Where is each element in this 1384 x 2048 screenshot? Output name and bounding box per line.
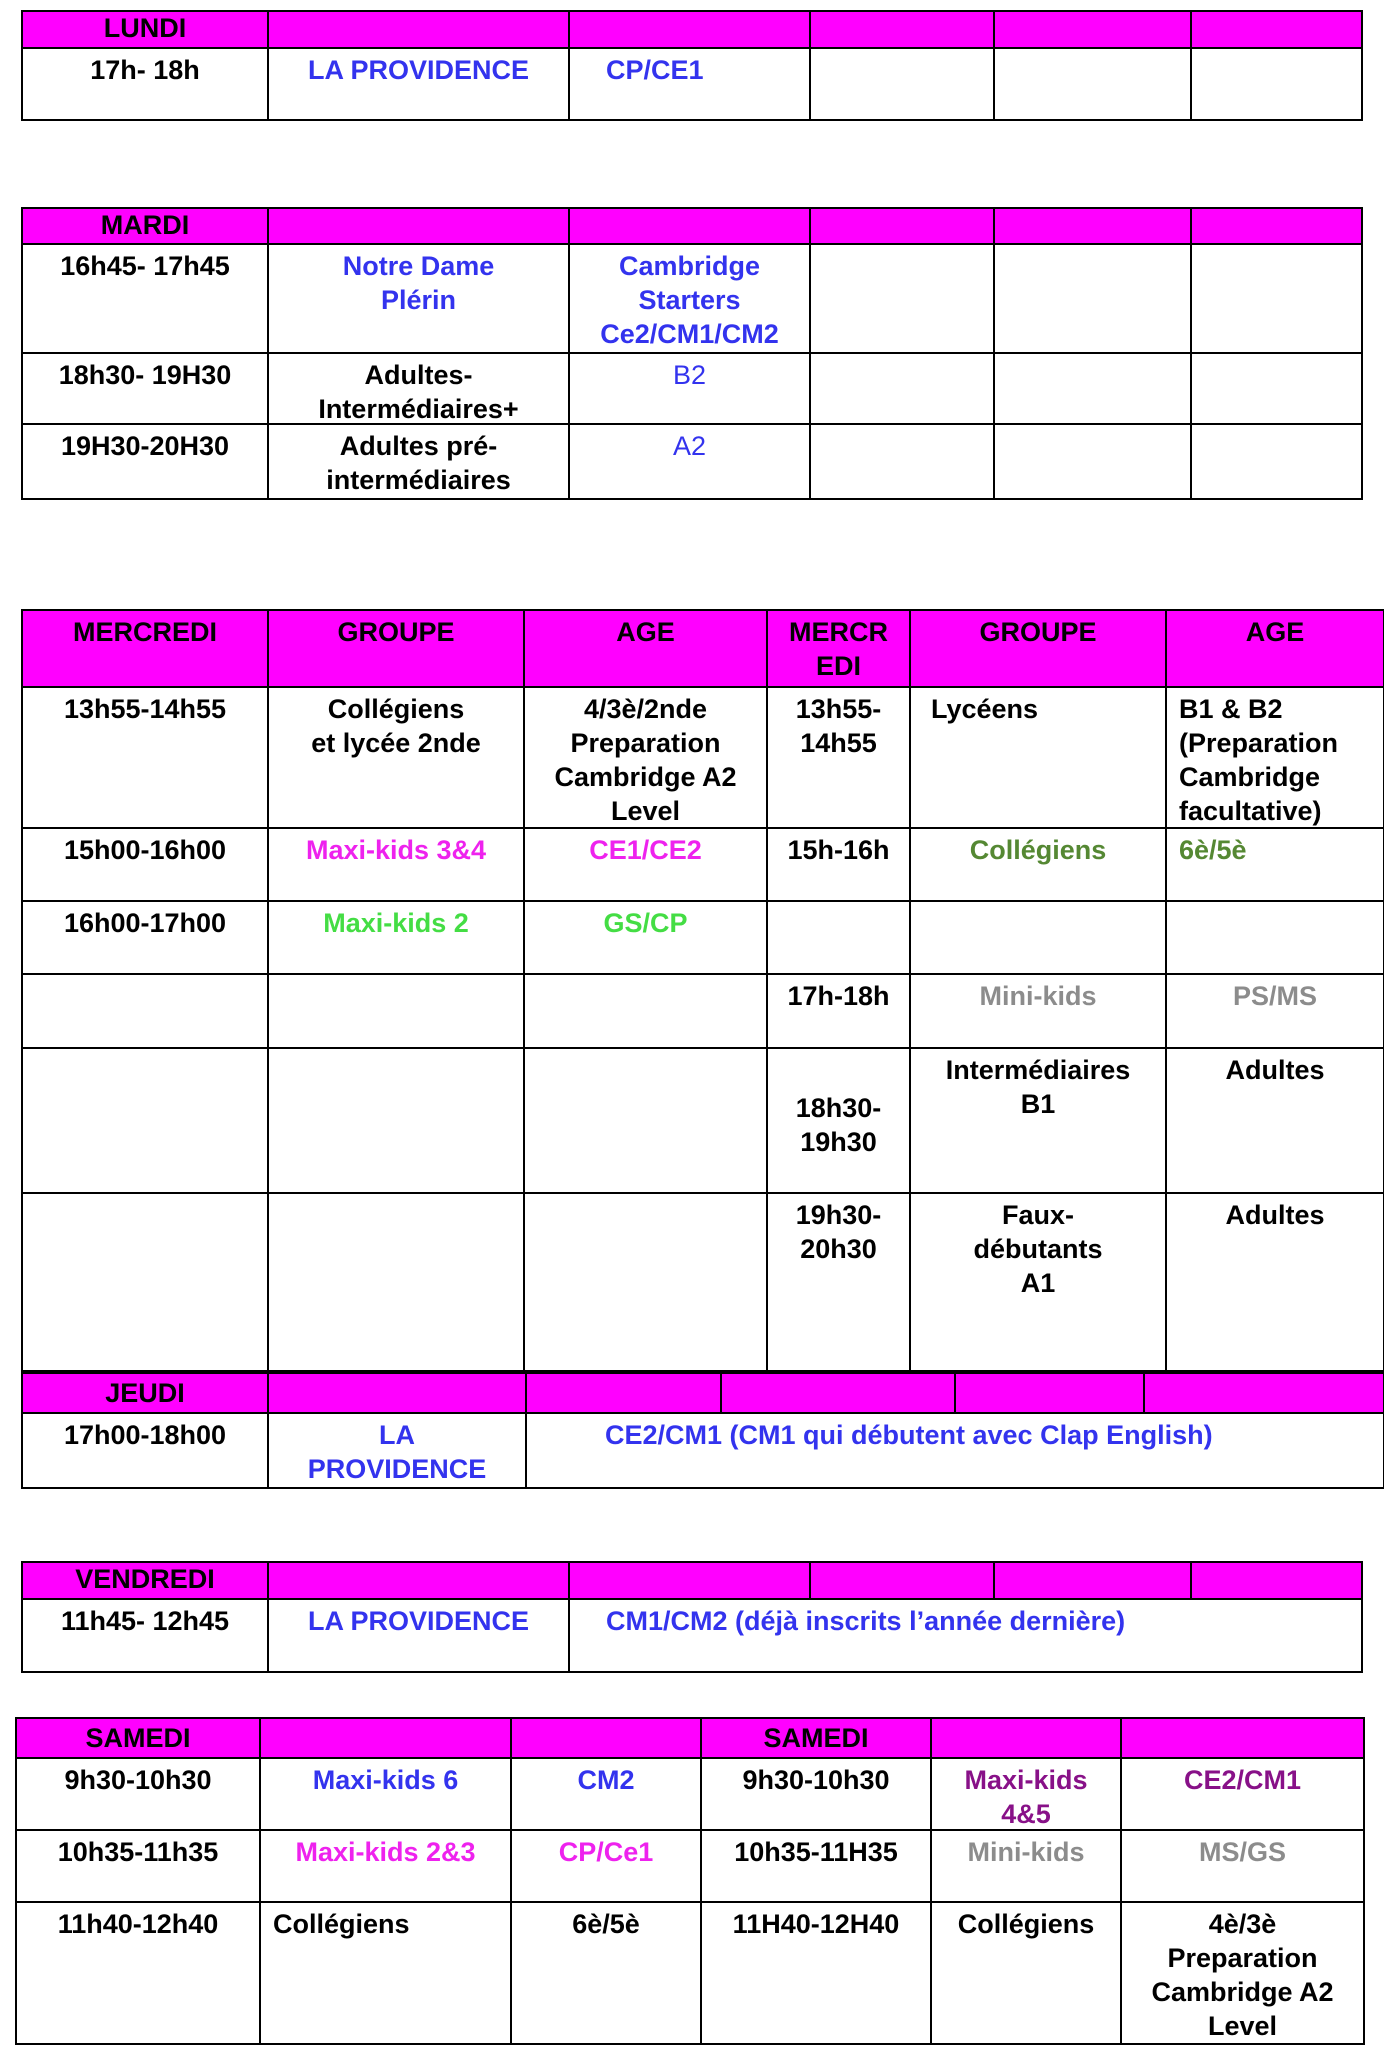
age-cell: Adultes xyxy=(1165,1194,1383,1370)
empty-cell xyxy=(993,245,1190,352)
cell-line: 19h30- xyxy=(795,1200,882,1230)
cell-line: et lycée 2nde xyxy=(311,728,481,758)
header-cell xyxy=(568,1563,809,1598)
header-cell xyxy=(1190,12,1365,47)
table-row xyxy=(17,1901,1363,2043)
cell-line: débutants xyxy=(973,1234,1103,1264)
mercredi-table xyxy=(21,609,1384,1372)
empty-cell xyxy=(993,354,1190,423)
time-cell: 11H40-12H40 xyxy=(700,1903,930,2043)
time-cell: 15h-16h xyxy=(766,829,909,900)
empty-cell xyxy=(809,245,993,352)
table-row xyxy=(23,827,1383,900)
time-cell: 17h00-18h00 xyxy=(63,1420,227,1450)
time-cell xyxy=(23,1194,267,1370)
group-cell: Mini-kids xyxy=(909,975,1165,1047)
time-cell: 11h45- 12h45 xyxy=(60,1606,230,1636)
header-cell xyxy=(993,209,1190,243)
header-cell xyxy=(809,1563,993,1598)
header-cell xyxy=(525,1374,720,1412)
time-cell: 10h35-11h35 xyxy=(57,1837,219,1867)
age-cell: GS/CP xyxy=(523,902,766,973)
level-cell: CP/Ce1 xyxy=(510,1831,700,1901)
cell-line: Preparation xyxy=(570,728,721,758)
age-header: AGE xyxy=(523,611,766,686)
groupe-header: GROUPE xyxy=(267,611,523,686)
header-cell xyxy=(809,12,993,47)
group-cell xyxy=(909,1194,1165,1370)
empty-cell xyxy=(1190,354,1365,423)
header-cell xyxy=(568,209,809,243)
cell-line: LA xyxy=(379,1420,415,1450)
group-cell: Maxi-kids 3&4 xyxy=(267,829,523,900)
group-cell xyxy=(909,902,1165,973)
age-cell xyxy=(523,975,766,1047)
age-cell xyxy=(523,1194,766,1370)
table-row xyxy=(23,243,1361,352)
cell-line: EDI xyxy=(815,651,861,681)
age-cell xyxy=(1165,902,1383,973)
empty-cell xyxy=(1190,245,1365,352)
time-cell: 19H30-20H30 xyxy=(60,431,230,461)
groupe-header-2: GROUPE xyxy=(909,611,1165,686)
cell-line: 20h30 xyxy=(800,1234,877,1264)
cell-line: Notre Dame xyxy=(342,251,495,281)
header-cell xyxy=(993,12,1190,47)
cell-line: Adultes- xyxy=(364,360,473,390)
time-cell xyxy=(23,1049,267,1192)
vendredi-table xyxy=(21,1561,1363,1673)
table-row xyxy=(17,1757,1363,1829)
group-cell xyxy=(909,1049,1165,1192)
age-cell xyxy=(523,1049,766,1192)
cell-line: B1 xyxy=(1020,1089,1056,1119)
cell-line: MERCR xyxy=(789,617,888,647)
cell-line: Intermédiaires xyxy=(945,1055,1131,1085)
time-cell xyxy=(23,975,267,1047)
empty-cell xyxy=(809,425,993,498)
group-cell xyxy=(267,245,568,352)
group-cell xyxy=(267,1194,523,1370)
cell-line: 14h55 xyxy=(800,728,877,758)
group-cell: Maxi-kids 6 xyxy=(259,1759,510,1829)
cell-line: Level xyxy=(1207,2011,1278,2041)
time-cell: 18h30- 19H30 xyxy=(58,360,232,390)
level-cell xyxy=(1120,1903,1363,2043)
header-cell xyxy=(993,1563,1190,1598)
cell-line: PROVIDENCE xyxy=(307,1454,487,1484)
level-cell: CM2 xyxy=(510,1759,700,1829)
mercredi-day-label: MERCREDI xyxy=(72,617,217,647)
empty-cell xyxy=(809,354,993,423)
time-cell xyxy=(766,902,909,973)
cell-line: Adultes pré- xyxy=(339,431,498,461)
cell-line: B1 & B2 xyxy=(1179,694,1283,724)
jeudi-table xyxy=(21,1372,1384,1489)
cell-line: facultative) xyxy=(1179,796,1322,826)
header-cell xyxy=(1120,1719,1363,1757)
cell-line: 4&5 xyxy=(1001,1799,1051,1829)
empty-cell xyxy=(993,49,1190,121)
jeudi-day-label: JEUDI xyxy=(105,1378,185,1408)
group-cell: Lycéens xyxy=(909,688,1165,827)
header-cell xyxy=(930,1719,1120,1757)
mardi-header-row xyxy=(23,209,1361,243)
mercredi-header-row xyxy=(23,611,1383,686)
table-row xyxy=(23,352,1361,423)
cell-line: 19h30 xyxy=(800,1127,877,1157)
samedi-header-row xyxy=(17,1719,1363,1757)
lundi-day-label: LUNDI xyxy=(103,13,187,43)
lundi-table xyxy=(21,10,1363,121)
cell-line: Plérin xyxy=(380,285,457,315)
cell-line: Cambridge A2 xyxy=(554,762,737,792)
cell-line: 4è/3è xyxy=(1208,1909,1277,1939)
mercredi-day-label-2 xyxy=(766,611,909,686)
time-cell: 15h00-16h00 xyxy=(63,835,227,865)
cell-line: Ce2/CM1/CM2 xyxy=(600,319,779,349)
header-cell xyxy=(267,1374,525,1412)
table-row xyxy=(23,47,1361,121)
cell-line: Cambridge xyxy=(618,251,761,281)
table-row xyxy=(23,973,1383,1047)
table-row xyxy=(23,1192,1383,1370)
group-cell xyxy=(267,354,568,423)
age-cell: CE1/CE2 xyxy=(523,829,766,900)
cell-line: Intermédiaires+ xyxy=(318,394,519,424)
group-cell: Collégiens xyxy=(930,1903,1120,2043)
table-row xyxy=(23,1598,1361,1671)
table-row xyxy=(23,1412,1383,1487)
group-cell: Collégiens xyxy=(909,829,1165,900)
cell-line: 4/3è/2nde xyxy=(583,694,708,724)
vendredi-header-row xyxy=(23,1563,1361,1598)
header-cell xyxy=(267,209,568,243)
age-cell xyxy=(523,688,766,827)
header-cell xyxy=(720,1374,954,1412)
cell-line: 18h30- xyxy=(795,1093,882,1123)
age-cell: Adultes xyxy=(1165,1049,1383,1192)
time-cell: 16h00-17h00 xyxy=(63,908,227,938)
table-row xyxy=(23,423,1361,498)
time-cell: 17h-18h xyxy=(766,975,909,1047)
time-cell: 13h55-14h55 xyxy=(63,694,227,724)
samedi-day-label: SAMEDI xyxy=(85,1723,191,1753)
group-cell xyxy=(267,975,523,1047)
group-cell: Maxi-kids 2 xyxy=(267,902,523,973)
cell-line: 13h55- xyxy=(795,694,882,724)
age-header-2: AGE xyxy=(1165,611,1383,686)
group-cell xyxy=(267,425,568,498)
empty-cell xyxy=(1190,49,1365,121)
table-row xyxy=(23,686,1383,827)
cell-line: Faux- xyxy=(1001,1200,1074,1230)
time-cell xyxy=(766,688,909,827)
cell-line: Collégiens xyxy=(327,694,465,724)
group-cell xyxy=(267,688,523,827)
table-row xyxy=(23,1047,1383,1192)
level-cell xyxy=(568,425,809,498)
time-cell: 10h35-11H35 xyxy=(700,1831,930,1901)
cell-line: A2 xyxy=(672,431,707,461)
jeudi-header-row xyxy=(23,1374,1383,1412)
time-cell xyxy=(766,1049,909,1192)
level-cell: CE2/CM1 (CM1 qui débutent avec Clap English) xyxy=(525,1414,1383,1487)
cell-line: A1 xyxy=(1020,1268,1056,1298)
school-cell xyxy=(267,1414,525,1487)
time-cell: 17h- 18h xyxy=(90,55,200,85)
age-cell: 6è/5è xyxy=(1165,829,1383,900)
cell-line: B2 xyxy=(672,360,707,390)
vendredi-day-label: VENDREDI xyxy=(75,1564,215,1594)
time-cell: 11h40-12h40 xyxy=(57,1909,219,1939)
mardi-table xyxy=(21,207,1363,500)
group-cell: Collégiens xyxy=(259,1903,510,2043)
cell-line: (Preparation xyxy=(1179,728,1339,758)
time-cell: 16h45- 17h45 xyxy=(60,251,230,281)
header-cell xyxy=(259,1719,510,1757)
samedi-day-label-2: SAMEDI xyxy=(700,1719,930,1757)
cell-line: Preparation xyxy=(1167,1943,1318,1973)
level-cell: MS/GS xyxy=(1120,1831,1363,1901)
empty-cell xyxy=(1190,425,1365,498)
level-cell xyxy=(568,354,809,423)
cell-line: intermédiaires xyxy=(326,465,511,495)
header-cell xyxy=(267,12,568,47)
group-cell: Mini-kids xyxy=(930,1831,1120,1901)
empty-cell xyxy=(809,49,993,121)
level-cell: CM1/CM2 (déjà inscrits l’année dernière) xyxy=(568,1600,1365,1671)
level-cell: CP/CE1 xyxy=(568,49,809,121)
header-cell xyxy=(1190,1563,1365,1598)
age-cell: PS/MS xyxy=(1165,975,1383,1047)
lundi-header-row xyxy=(23,12,1361,47)
cell-line: Level xyxy=(610,796,681,826)
age-cell xyxy=(1165,688,1383,827)
samedi-table xyxy=(15,1717,1365,2045)
header-cell xyxy=(954,1374,1143,1412)
header-cell xyxy=(809,209,993,243)
header-cell xyxy=(568,12,809,47)
mardi-day-label: MARDI xyxy=(100,210,190,240)
time-cell xyxy=(766,1194,909,1370)
group-cell xyxy=(267,1049,523,1192)
school-cell: LA PROVIDENCE xyxy=(267,49,568,121)
cell-line: Maxi-kids xyxy=(964,1765,1088,1795)
group-cell: Maxi-kids 2&3 xyxy=(259,1831,510,1901)
table-row xyxy=(17,1829,1363,1901)
level-cell: CE2/CM1 xyxy=(1120,1759,1363,1829)
cell-line: Cambridge A2 xyxy=(1151,1977,1334,2007)
header-cell xyxy=(267,1563,568,1598)
empty-cell xyxy=(993,425,1190,498)
header-cell xyxy=(1143,1374,1383,1412)
cell-line: Starters xyxy=(638,285,741,315)
level-cell xyxy=(568,245,809,352)
table-row xyxy=(23,900,1383,973)
header-cell xyxy=(510,1719,700,1757)
header-cell xyxy=(1190,209,1365,243)
school-cell: LA PROVIDENCE xyxy=(267,1600,568,1671)
cell-line: Cambridge xyxy=(1179,762,1321,792)
level-cell: 6è/5è xyxy=(510,1903,700,2043)
group-cell xyxy=(930,1759,1120,1829)
time-cell: 9h30-10h30 xyxy=(64,1765,212,1795)
time-cell: 9h30-10h30 xyxy=(700,1759,930,1829)
